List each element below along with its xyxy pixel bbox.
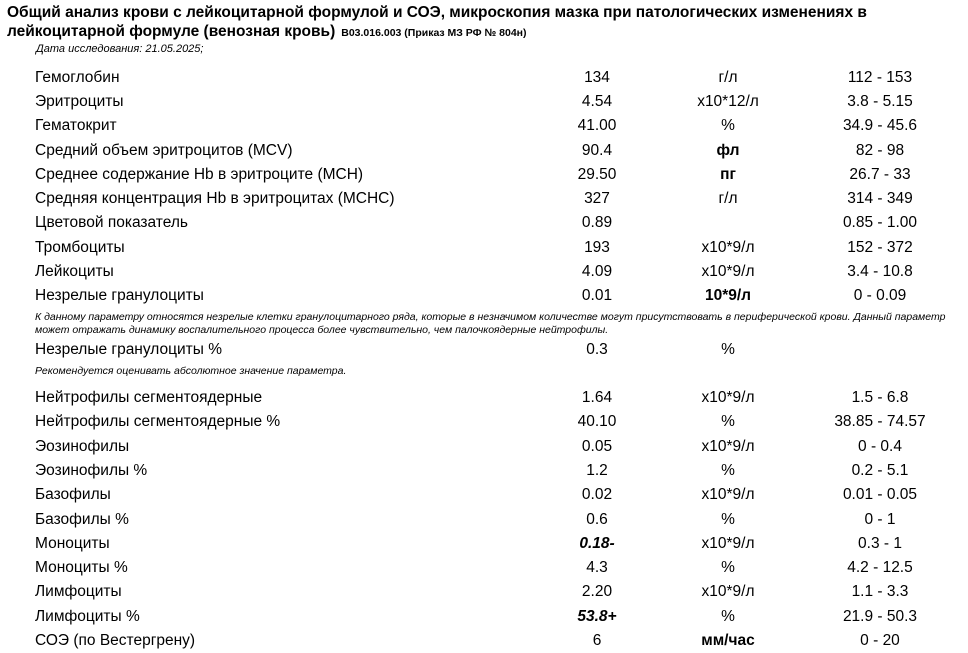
- param-reference: 314 - 349: [847, 190, 913, 207]
- result-row-leukocytes: [0, 260, 968, 284]
- param-unit: фл: [716, 142, 740, 159]
- note-immature-granulocytes-pct: Рекомендуется оценивать абсолютное значение параметра.: [35, 365, 347, 377]
- param-reference: 0 - 0.4: [858, 438, 902, 455]
- param-name: Эритроциты: [35, 93, 124, 110]
- param-unit: x10*9/л: [701, 263, 755, 280]
- result-row-lymphocytes-pct: [0, 605, 968, 629]
- param-value: 327: [584, 190, 610, 207]
- param-reference: 21.9 - 50.3: [842, 608, 918, 625]
- param-unit: 10*9/л: [704, 287, 752, 304]
- param-unit: %: [721, 462, 735, 479]
- param-name: Лимфоциты %: [35, 608, 140, 625]
- param-name: Незрелые гранулоциты %: [35, 341, 222, 358]
- param-unit: %: [721, 511, 735, 528]
- result-row-eosinophils-pct: [0, 459, 968, 483]
- param-name: Нейтрофилы сегментоядерные: [35, 389, 263, 406]
- param-value: 1.2: [586, 462, 608, 479]
- param-unit: %: [721, 608, 735, 625]
- param-name: Моноциты: [35, 535, 110, 552]
- param-value: 4.54: [581, 93, 613, 110]
- param-reference: 0 - 1: [864, 511, 896, 528]
- result-row-segmented-neutrophils-pct: [0, 410, 968, 434]
- param-value: 134: [584, 69, 610, 86]
- param-reference: 1.5 - 6.8: [851, 389, 909, 406]
- result-row-lymphocytes: [0, 580, 968, 604]
- param-reference: 0.3 - 1: [858, 535, 902, 552]
- result-row-mcv: [0, 139, 968, 163]
- result-row-color-index: [0, 211, 968, 235]
- param-reference: 26.7 - 33: [849, 166, 911, 183]
- param-unit: г/л: [718, 190, 738, 207]
- note-immature-granulocytes: К данному параметру относятся незрелые клетки гранулоцитарного ряда, которые в незначимом количестве могут присутствовать в периферической крови. Данный параметр может отражать динамику воспалительного процесса более чувствительно, чем палочкоядерные нейтрофилы.: [35, 311, 946, 336]
- param-reference: 3.8 - 5.15: [847, 93, 913, 110]
- result-row-eosinophils: [0, 435, 968, 459]
- param-name: Среднее содержание Hb в эритроците (MCH): [35, 166, 364, 183]
- param-unit: %: [721, 117, 735, 134]
- param-name: Тромбоциты: [35, 239, 125, 256]
- param-reference: 0 - 20: [860, 632, 900, 649]
- param-name: Лимфоциты: [35, 583, 122, 600]
- param-unit: x10*12/л: [697, 93, 759, 110]
- test-code: B03.016.003 (Приказ МЗ РФ № 804н): [341, 27, 527, 39]
- result-row-erythrocytes: [0, 90, 968, 114]
- param-reference: 0 - 0.09: [853, 287, 907, 304]
- test-date: Дата исследования: 21.05.2025;: [36, 43, 204, 55]
- param-unit: x10*9/л: [701, 389, 755, 406]
- param-name: Гемоглобин: [35, 69, 120, 86]
- result-row-immature-granulocytes-pct: [0, 338, 968, 362]
- document-title: [7, 3, 965, 43]
- result-row-segmented-neutrophils: [0, 386, 968, 410]
- result-row-monocytes-pct: [0, 556, 968, 580]
- param-reference: 3.4 - 10.8: [847, 263, 913, 280]
- result-row-esr: [0, 629, 968, 653]
- param-value-flagged-low: 0.18-: [579, 535, 615, 552]
- param-reference: 112 - 153: [847, 69, 913, 86]
- param-reference: 38.85 - 74.57: [834, 413, 926, 430]
- result-row-mchc: [0, 187, 968, 211]
- param-unit: x10*9/л: [701, 583, 755, 600]
- param-reference: 82 - 98: [855, 142, 905, 159]
- test-title: Общий анализ крови с лейкоцитарной формулой и СОЭ, микроскопия мазка при патологических изменениях в лейкоцитарной формуле (венозная кровь): [7, 4, 867, 40]
- param-name: Эозинофилы %: [35, 462, 148, 479]
- param-value: 40.10: [577, 413, 617, 430]
- result-row-basophils-pct: [0, 508, 968, 532]
- param-value: 0.6: [586, 511, 608, 528]
- param-value: 2.20: [581, 583, 613, 600]
- param-value: 41.00: [577, 117, 617, 134]
- param-unit: %: [721, 341, 735, 358]
- param-value: 0.89: [581, 214, 613, 231]
- param-value: 0.01: [581, 287, 613, 304]
- param-value: 6: [592, 632, 602, 649]
- param-name: Цветовой показатель: [35, 214, 188, 231]
- param-unit: x10*9/л: [701, 239, 755, 256]
- param-value: 29.50: [577, 166, 617, 183]
- param-name: Незрелые гранулоциты: [35, 287, 204, 304]
- param-value: 90.4: [581, 142, 613, 159]
- param-name: Базофилы: [35, 486, 111, 503]
- result-row-monocytes: [0, 532, 968, 556]
- param-value-flagged-high: 53.8+: [577, 608, 617, 625]
- param-name: Эозинофилы: [35, 438, 130, 455]
- param-unit: мм/час: [701, 632, 755, 649]
- param-reference: 0.85 - 1.00: [842, 214, 918, 231]
- result-row-hematocrit: [0, 114, 968, 138]
- result-row-basophils: [0, 483, 968, 507]
- param-reference: 0.01 - 0.05: [842, 486, 918, 503]
- param-reference: 34.9 - 45.6: [842, 117, 918, 134]
- result-row-mch: [0, 163, 968, 187]
- param-unit: г/л: [718, 69, 738, 86]
- result-row-platelets: [0, 236, 968, 260]
- param-reference: 0.2 - 5.1: [851, 462, 909, 479]
- param-reference: 4.2 - 12.5: [847, 559, 913, 576]
- param-reference: 1.1 - 3.3: [851, 583, 909, 600]
- param-value: 0.05: [581, 438, 613, 455]
- result-row-hemoglobin: [0, 66, 968, 90]
- param-value: 1.64: [581, 389, 613, 406]
- param-reference: 152 - 372: [847, 239, 913, 256]
- param-value: 193: [584, 239, 610, 256]
- param-name: Базофилы %: [35, 511, 129, 528]
- param-name: Средняя концентрация Hb в эритроцитах (MCHC): [35, 190, 395, 207]
- param-name: Средний объем эритроцитов (MCV): [35, 142, 293, 159]
- result-row-immature-granulocytes: [0, 284, 968, 308]
- param-unit: x10*9/л: [701, 486, 755, 503]
- param-value: 0.02: [581, 486, 613, 503]
- param-name: Лейкоциты: [35, 263, 114, 280]
- param-name: СОЭ (по Вестергрену): [35, 632, 196, 649]
- param-unit: x10*9/л: [701, 535, 755, 552]
- param-name: Гематокрит: [35, 117, 117, 134]
- param-value: 4.3: [586, 559, 608, 576]
- param-unit: %: [721, 413, 735, 430]
- param-unit: %: [721, 559, 735, 576]
- param-name: Нейтрофилы сегментоядерные %: [35, 413, 281, 430]
- param-unit: пг: [720, 166, 736, 183]
- param-value: 4.09: [581, 263, 613, 280]
- param-value: 0.3: [586, 341, 608, 358]
- param-unit: x10*9/л: [701, 438, 755, 455]
- param-name: Моноциты %: [35, 559, 128, 576]
